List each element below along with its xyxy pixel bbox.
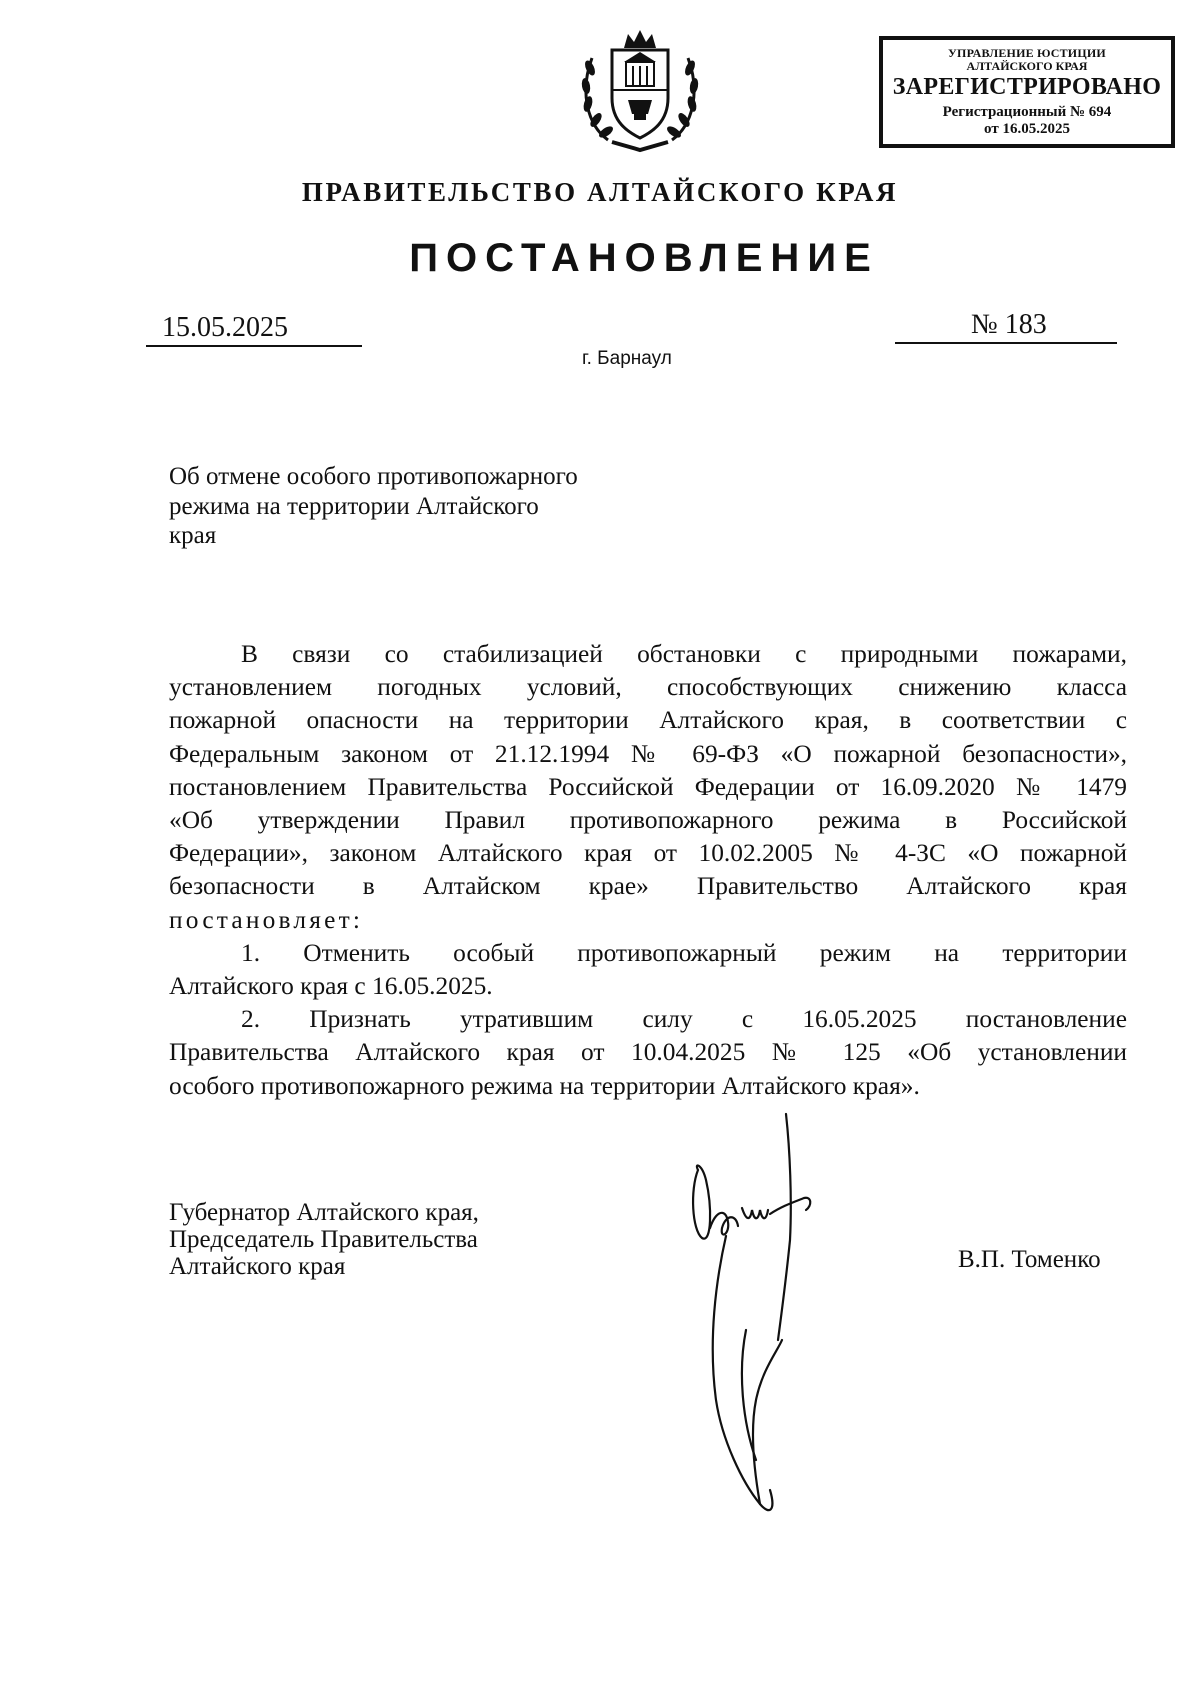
signatory-title-line: Алтайского края (169, 1253, 346, 1280)
number-underline (895, 342, 1117, 344)
body-line: Алтайского края с 16.05.2025. (169, 972, 493, 1001)
body-line: установлением погодных условий, способствующих снижению класса (169, 673, 1127, 702)
body-line-item-1: 1. Отменить особый противопожарный режим на территории (241, 938, 1127, 967)
document-body (169, 638, 1127, 1103)
signatory-title-line: Губернатор Алтайского края, (169, 1199, 479, 1226)
body-line: постановлением Правительства Российской Федерации от 16.09.2020 № 1479 (169, 772, 1127, 801)
stamp-status: ЗАРЕГИСТРИРОВАНО (892, 74, 1162, 101)
document-subject (169, 462, 689, 551)
subject-line: режима на территории Алтайского (169, 492, 539, 520)
signatory-title (169, 1199, 479, 1280)
body-line: В связи со стабилизацией обстановки с природными пожарами, (241, 640, 1127, 668)
subject-line: края (169, 522, 217, 549)
signer-name: В.П. Томенко (958, 1246, 1101, 1273)
subject-line: Об отмене особого противопожарного (169, 463, 578, 490)
stamp-reg-number: Регистрационный № 694 (942, 104, 1112, 121)
stamp-reg-date: от 16.05.2025 (984, 121, 1070, 138)
document-city: г. Барнаул (582, 348, 672, 369)
handwritten-signature (686, 1110, 846, 1520)
registration-stamp (879, 36, 1175, 148)
body-line: Федеральным законом от 21.12.1994 № 69-ФЗ «О пожарной безопасности», (169, 739, 1127, 768)
body-line-decree-word: постановляет: (169, 905, 364, 934)
body-line: безопасности в Алтайском крае» Правительство Алтайского края (169, 872, 1127, 901)
stamp-line-2: АЛТАЙСКОГО КРАЯ (966, 58, 1088, 73)
document-number: № 183 (971, 309, 1047, 340)
document-date: 15.05.2025 (162, 312, 288, 343)
body-line-item-2: 2. Признать утратившим силу с 16.05.2025 постановление (241, 1005, 1127, 1034)
coat-of-arms-icon (578, 28, 702, 156)
stamp-line-1: УПРАВЛЕНИЕ ЮСТИЦИИ (948, 46, 1106, 60)
document-type: ПОСТАНОВЛЕНИЕ (409, 236, 879, 280)
body-line: Федерации», законом Алтайского края от 10.02.2005 № 4-ЗС «О пожарной (169, 839, 1127, 868)
body-line: пожарной опасности на территории Алтайского края, в соответствии с (169, 706, 1127, 735)
body-line: особого противопожарного режима на территории Алтайского края». (169, 1071, 920, 1100)
date-underline (146, 345, 362, 347)
organization-name: ПРАВИТЕЛЬСТВО АЛТАЙСКОГО КРАЯ (301, 177, 899, 207)
signatory-title-line: Председатель Правительства (169, 1226, 478, 1253)
body-line: «Об утверждении Правил противопожарного режима в Российской (169, 806, 1127, 835)
body-line: Правительства Алтайского края от 10.04.2025 № 125 «Об установлении (169, 1038, 1127, 1067)
